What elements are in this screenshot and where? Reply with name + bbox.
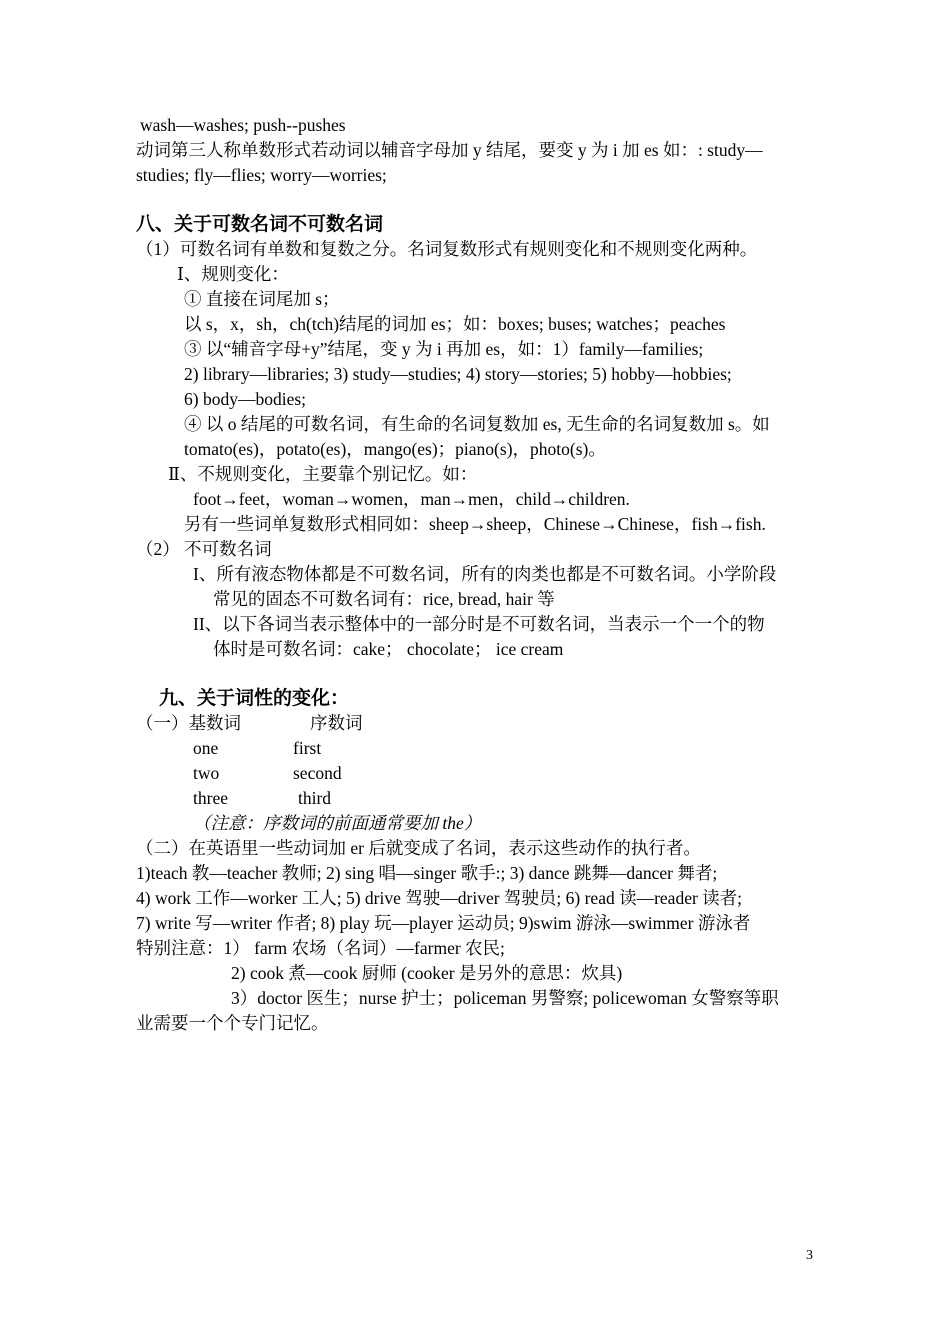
text-line: 2) cook 煮—cook 厨师 (cooker 是另外的意思：炊具)	[231, 963, 623, 983]
text-line: Ⅰ、规则变化：	[177, 264, 289, 284]
cardinal-word: two	[193, 763, 220, 783]
text-line: （二）在英语里一些动词加 er 后就变成了名词，表示这些动作的执行者。	[136, 838, 701, 858]
text-line: 体时是可数名词：cake； chocolate； ice cream	[213, 639, 564, 659]
text-line: 1)teach 教—teacher 教师; 2) sing 唱—singer 歌手:; 3) dance 跳舞—dancer 舞者;	[136, 863, 718, 883]
text-line: （2） 不可数名词	[136, 539, 272, 559]
text-line: 常见的固态不可数名词有：rice, bread, hair 等	[213, 589, 555, 609]
text-line: ③ 以“辅音字母+y”结尾，变 y 为 i 再加 es，如：1）family—families;	[184, 339, 704, 359]
text-line: 特别注意：1） farm 农场（名词）—farmer 农民;	[136, 938, 505, 958]
text-line: II、以下各词当表示整体中的一部分时是不可数名词，当表示一个一个的物	[193, 614, 765, 634]
text-line: 7) write 写—writer 作者; 8) play 玩—player 运动员; 9)swim 游泳—swimmer 游泳者	[136, 913, 751, 933]
text-line: I、所有液态物体都是不可数名词，所有的肉类也都是不可数名词。小学阶段	[193, 564, 777, 584]
cardinal-word: three	[193, 788, 228, 808]
note-line: （注意：序数词的前面通常要加 the）	[193, 813, 482, 833]
cardinal-word: one	[193, 738, 219, 758]
text-line: wash—washes; push--pushes	[140, 115, 346, 135]
text-line: 业需要一个个专门记忆。	[136, 1013, 329, 1033]
page-number: 3	[806, 1248, 813, 1263]
text-line: 以 s，x，sh，ch(tch)结尾的词加 es；如：boxes; buses; watches；peaches	[184, 314, 726, 334]
text-line: foot→feet，woman→women，man→men，child→children.	[193, 489, 630, 509]
text-line: ④ 以 o 结尾的可数名词，有生命的名词复数加 es, 无生命的名词复数加 s。如	[184, 414, 770, 434]
text-line: studies; fly—flies; worry—worries;	[136, 165, 387, 185]
text-line: 4) work 工作—worker 工人; 5) drive 驾驶—driver 驾驶员; 6) read 读—reader 读者;	[136, 888, 743, 908]
text-line: Ⅱ、不规则变化，主要靠个别记忆。如：	[168, 464, 478, 484]
section-heading: 九、关于词性的变化：	[159, 687, 350, 709]
column-header: 序数词	[310, 713, 363, 733]
text-line: ① 直接在词尾加 s；	[184, 289, 340, 309]
ordinal-word: third	[298, 788, 332, 808]
ordinal-word: first	[293, 738, 322, 758]
section-heading: 八、关于可数名词不可数名词	[136, 213, 384, 235]
text-line: tomato(es)，potato(es)，mango(es)；piano(s)，photo(s)。	[184, 439, 606, 459]
text-line: 另有一些词单复数形式相同如：sheep→sheep，Chinese→Chinese，fish→fish.	[184, 514, 766, 534]
text-line: （1）可数名词有单数和复数之分。名词复数形式有规则变化和不规则变化两种。	[136, 239, 758, 259]
text-line: 6) body—bodies;	[184, 389, 307, 409]
text-line: 2) library—libraries; 3) study—studies; 4) story—stories; 5) hobby—hobbies;	[184, 364, 732, 384]
ordinal-word: second	[293, 763, 342, 783]
text-line: （一）基数词	[136, 713, 241, 733]
text-line: 动词第三人称单数形式若动词以辅音字母加 y 结尾，要变 y 为 i 加 es 如：: study—	[136, 140, 763, 160]
text-line: 3）doctor 医生；nurse 护士；policeman 男警察; policewoman 女警察等职	[231, 988, 779, 1008]
